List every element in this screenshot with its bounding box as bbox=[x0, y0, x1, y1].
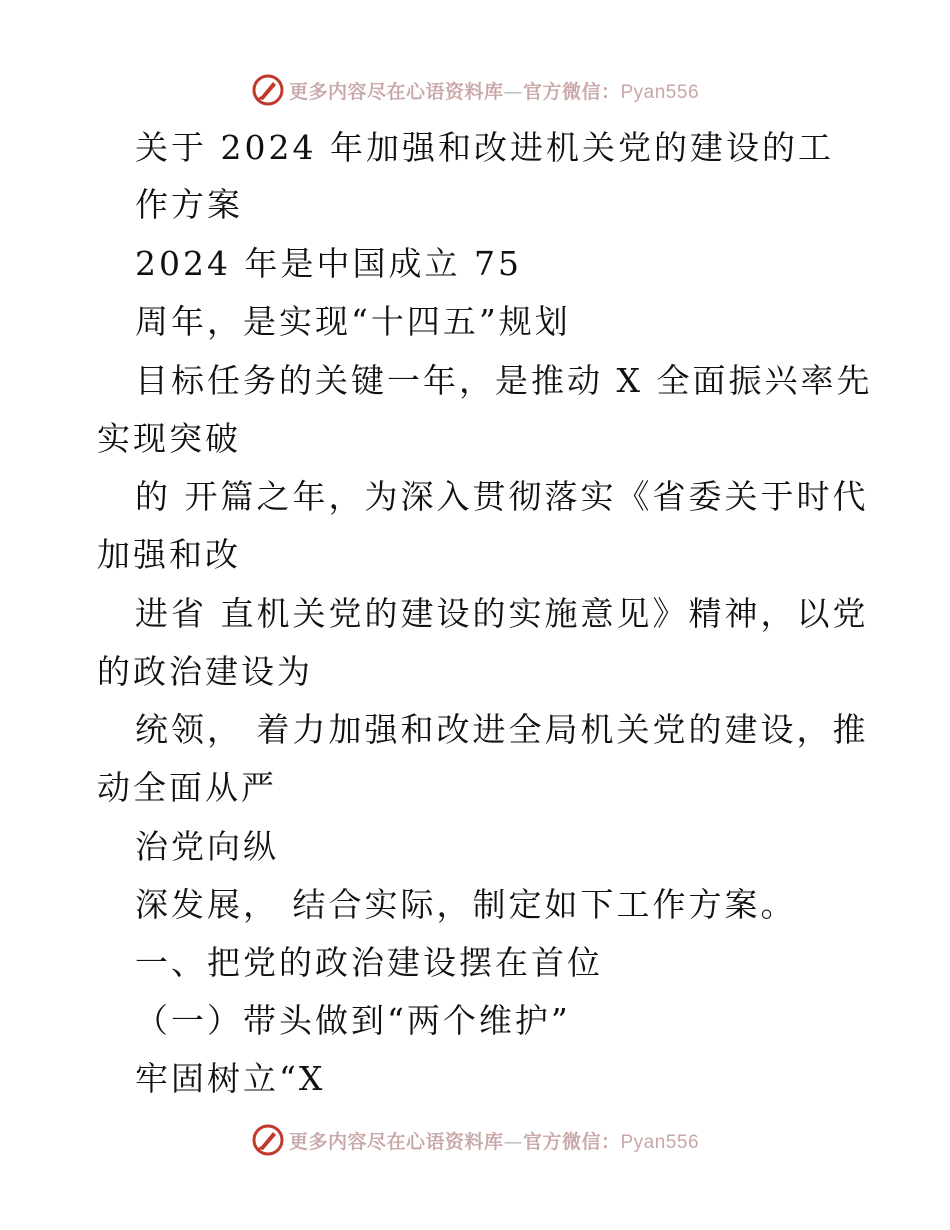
body-line: 深发展， 结合实际，制定如下工作方案。 bbox=[135, 885, 797, 924]
doc-title-line-1: 关于 2024 年加强和改进机关党的建设的工 bbox=[135, 128, 834, 167]
body-line: 的 开篇之年，为深入贯彻落实《省委关于时代 bbox=[135, 477, 869, 516]
feather-pen-logo-icon bbox=[251, 73, 285, 107]
body-line: 动全面从严 bbox=[97, 768, 277, 807]
body-line: 目标任务的关键一年，是推动 X 全面振兴率先 bbox=[135, 361, 873, 400]
body-line: 实现突破 bbox=[97, 419, 241, 458]
body-line: 的政治建设为 bbox=[97, 652, 313, 691]
banner-text: 更多内容尽在心语资料库—官方微信：Pyan556 bbox=[288, 80, 700, 103]
footer-banner bbox=[0, 1120, 950, 1160]
body-line: 统领， 着力加强和改进全局机关党的建设，推 bbox=[135, 710, 869, 749]
banner-text: 更多内容尽在心语资料库—官方微信：Pyan556 bbox=[288, 1130, 700, 1153]
body-line: 2024 年是中国成立 75 bbox=[135, 244, 522, 283]
body-line: 牢固树立“X bbox=[135, 1059, 326, 1098]
body-line: 进省 直机关党的建设的实施意见》精神，以党 bbox=[135, 594, 869, 633]
header-banner bbox=[0, 70, 950, 110]
body-line: 加强和改 bbox=[97, 535, 241, 574]
section-heading: 一、把党的政治建设摆在首位 bbox=[135, 943, 603, 982]
subsection-heading: （一）带头做到“两个维护” bbox=[135, 1001, 571, 1040]
body-line: 治党向纵 bbox=[135, 827, 279, 866]
doc-title-line-2: 作方案 bbox=[135, 185, 243, 224]
feather-pen-logo-icon bbox=[251, 1123, 285, 1157]
body-line: 周年，是实现“十四五”规划 bbox=[135, 302, 571, 341]
